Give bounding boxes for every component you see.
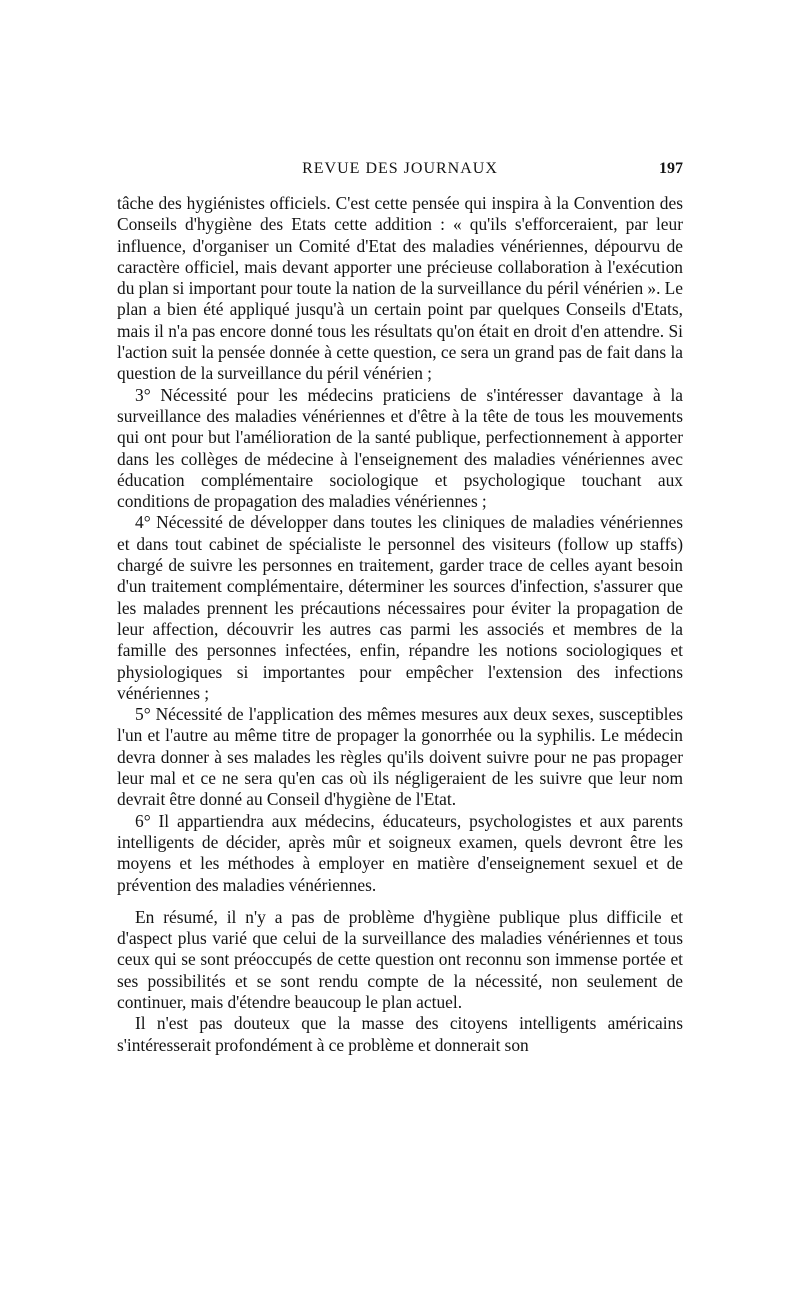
running-title: REVUE DES JOURNAUX [302, 160, 498, 177]
paragraph-continuation: tâche des hygiénistes officiels. C'est cette pensée qui inspira à la Convention des Conseils d'hygiène des Etats cette addition : « qu'ils s'efforceraient, par leur influence, d'organiser un Comité d'Etat des maladies vénériennes, dépourvu de caractère officiel, mais devant apporter une précieuse collaboration à l'exécution du plan si important pour toute la nation de la surveillance du péril vénérien ». Le plan a bien été appliqué jusqu'à un certain point par quelques Conseils d'Etats, mais il n'a pas encore donné tous les résultats qu'on était en droit d'en attendre. Si l'action suit la pensée donnée à cette question, ce sera un grand pas de fait dans la question de la surveillance du péril vénérien ; [117, 193, 683, 384]
article-body [117, 193, 683, 1056]
paragraph-point-6: 6° Il appartiendra aux médecins, éducateurs, psychologistes et aux parents intelligents de décider, après mûr et soigneux examen, quels devront être les moyens et les méthodes à employer en matière d'enseignement sexuel et de prévention des maladies vénériennes. [117, 810, 683, 895]
paragraph-final: Il n'est pas douteux que la masse des citoyens intelligents américains s'intéresserait profondément à ce problème et donnerait son [117, 1013, 683, 1055]
paragraph-summary: En résumé, il n'y a pas de problème d'hygiène publique plus difficile et d'aspect plus varié que celui de la surveillance des maladies vénériennes et tous ceux qui se sont préoccupés de cette question ont reconnu son immense portée et ses possibilités et se sont rendu compte de la nécessité, non seulement de continuer, mais d'étendre beaucoup le plan actuel. [117, 906, 683, 1012]
paragraph-point-3: 3° Nécessité pour les médecins praticiens de s'intéresser davantage à la surveillance des maladies vénériennes et d'être à la tête de tous les mouvements qui ont pour but l'amélioration de la santé publique, perfectionnement à apporter dans les collèges de médecine à l'enseignement des maladies vénériennes avec éducation complémentaire sociologique et psychologique touchant aux conditions de propagation des maladies vénériennes ; [117, 384, 683, 512]
running-head [117, 160, 683, 184]
page-number: 197 [659, 160, 683, 177]
paragraph-point-4: 4° Nécessité de développer dans toutes les cliniques de maladies vénériennes et dans tout cabinet de spécialiste le personnel des visiteurs (follow up staffs) chargé de suivre les personnes en traitement, garder trace de celles ayant besoin d'un traitement complémentaire, déterminer les sources d'infection, s'assurer que les malades prennent les précautions nécessaires pour éviter la propagation de leur affection, découvrir les autres cas parmi les associés et membres de la famille des personnes infectées, enfin, répandre les notions sociologiques et physiologiques si importantes pour empêcher l'extension des infections vénériennes ; [117, 512, 683, 703]
paragraph-point-5: 5° Nécessité de l'application des mêmes mesures aux deux sexes, susceptibles l'un et l'autre au même titre de propager la gonorrhée ou la syphilis. Le médecin devra donner à ses malades les règles qu'ils doivent suivre pour ne pas propager leur mal et ce ne sera qu'en cas où ils négligeraient de les suivre que leur nom devrait être donné au Conseil d'hygiène de l'Etat. [117, 704, 683, 810]
